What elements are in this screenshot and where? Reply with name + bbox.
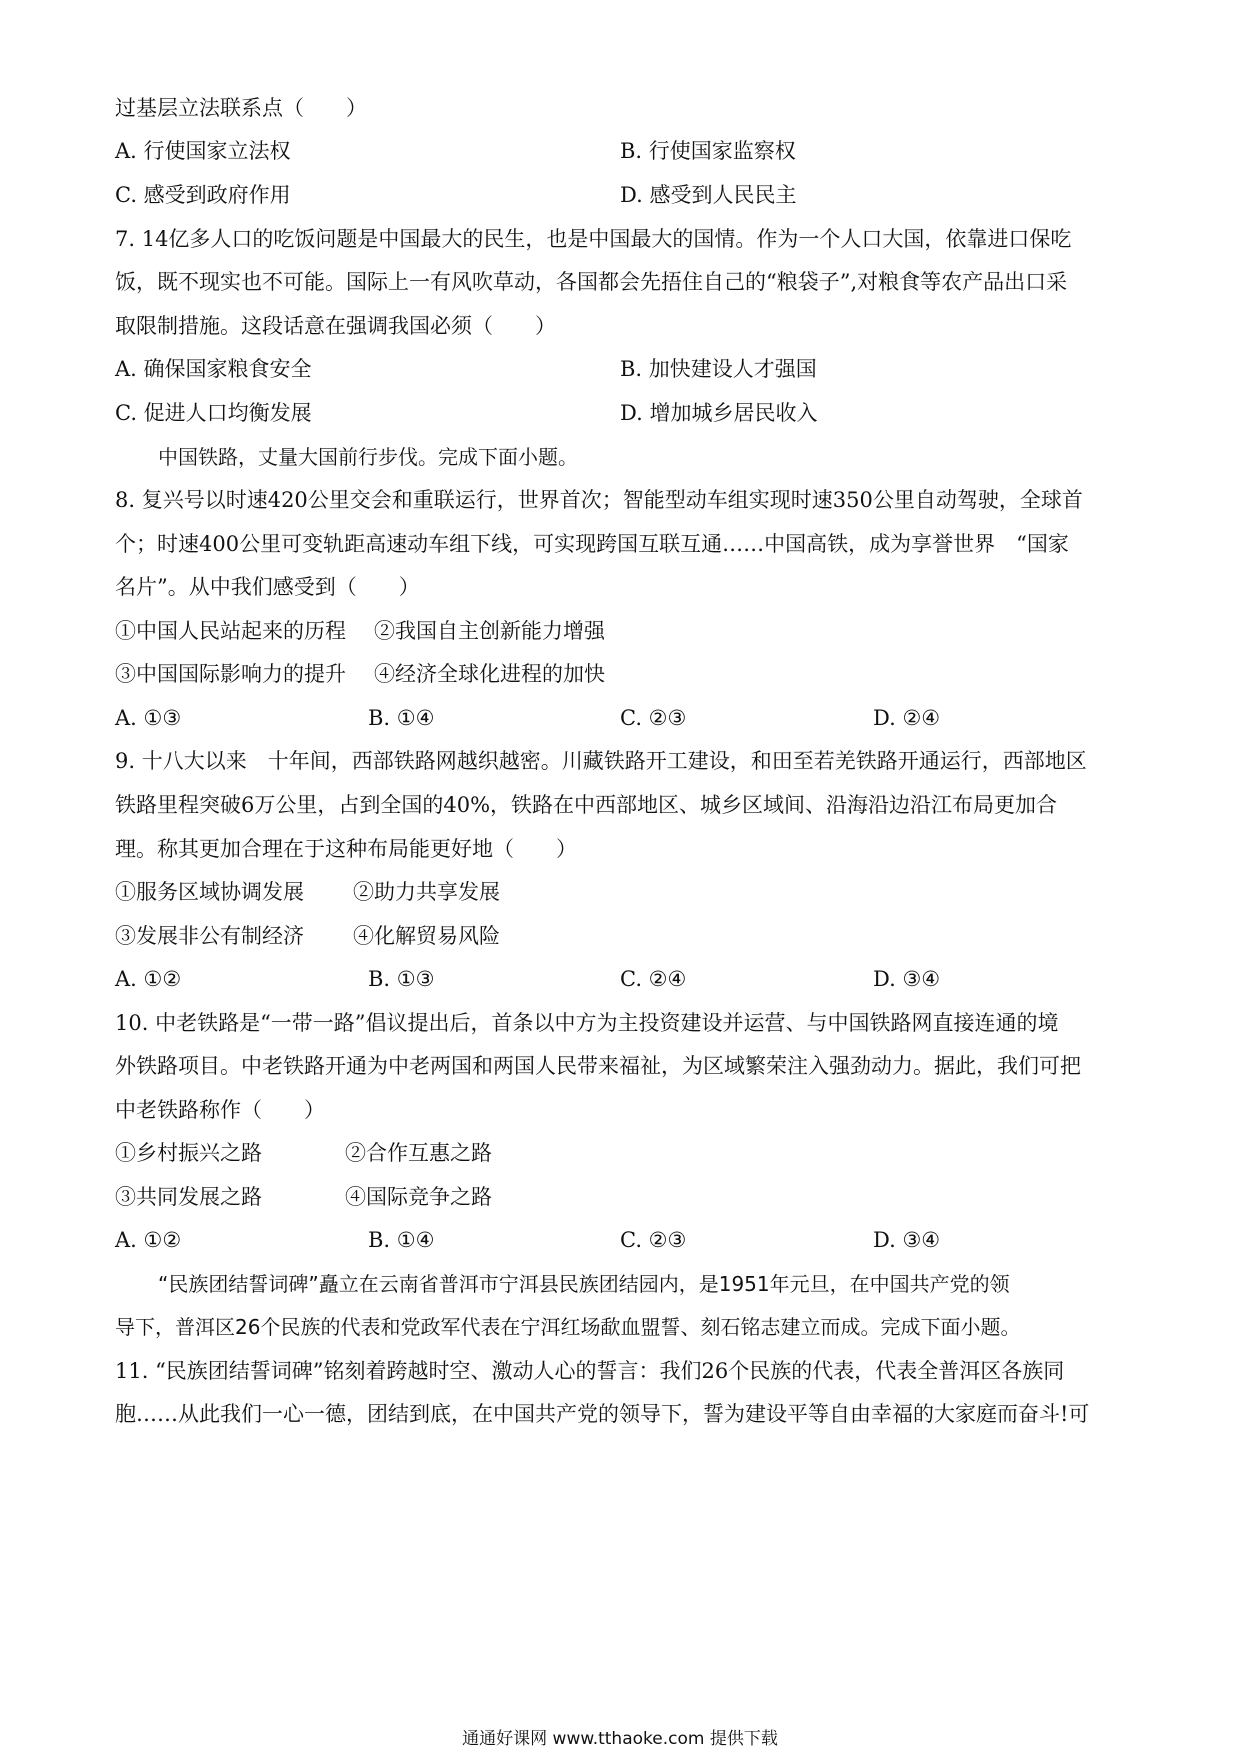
q6-option-a: A. 行使国家立法权 bbox=[115, 139, 291, 163]
q10-item-2: ②合作互惠之路 bbox=[345, 1141, 492, 1165]
q10-stem-line-2: 外铁路项目。中老铁路开通为中老两国和两国人民带来福祉，为区域繁荣注入强劲动力。据此，我们可把 bbox=[115, 1054, 1081, 1078]
q10-item-3: ③共同发展之路 bbox=[115, 1185, 262, 1209]
rail-intro: 中国铁路，丈量大国前行步伐。完成下面小题。 bbox=[158, 445, 578, 469]
stele-intro-line-1: “民族团结誓词碑”矗立在云南省普洱市宁洱县民族团结园内，是1951年元旦，在中国共产党的领 bbox=[158, 1272, 1010, 1296]
q8-stem-line-3: 名片”。从中我们感受到（ ） bbox=[115, 575, 420, 599]
q10-stem-line-1: 10. 中老铁路是“一带一路”倡议提出后，首条以中方为主投资建设并运营、与中国铁路网直接连通的境 bbox=[115, 1011, 1059, 1035]
q10-item-4: ④国际竞争之路 bbox=[345, 1185, 492, 1209]
stele-intro-line-2: 导下，普洱区26个民族的代表和党政军代表在宁洱红场歃血盟誓、刻石铭志建立而成。完成下面小题。 bbox=[115, 1315, 1021, 1339]
q9-option-d: D. ③④ bbox=[873, 967, 941, 991]
q8-item-4: ④经济全球化进程的加快 bbox=[374, 662, 605, 686]
q6-option-b: B. 行使国家监察权 bbox=[620, 139, 796, 163]
q7-stem-line-1: 7. 14亿多人口的吃饭问题是中国最大的民生，也是中国最大的国情。作为一个人口大国，依靠进口保吃 bbox=[115, 227, 1072, 251]
q10-option-d: D. ③④ bbox=[873, 1228, 941, 1252]
q9-item-3: ③发展非公有制经济 bbox=[115, 924, 304, 948]
q10-stem-line-3: 中老铁路称作（ ） bbox=[115, 1098, 325, 1122]
q8-stem-line-1: 8. 复兴号以时速420公里交会和重联运行，世界首次；智能型动车组实现时速350公里自动驾驶，全球首 bbox=[115, 488, 1083, 512]
q9-stem-line-2: 铁路里程突破6万公里，占到全国的40%，铁路在中西部地区、城乡区域间、沿海沿边沿江布局更加合 bbox=[115, 793, 1058, 817]
q6-option-d: D. 感受到人民民主 bbox=[620, 183, 797, 207]
q9-stem-line-1: 9. 十八大以来 十年间，西部铁路网越织越密。川藏铁路开工建设，和田至若羌铁路开通运行，西部地区 bbox=[115, 749, 1087, 773]
q8-item-1: ①中国人民站起来的历程 bbox=[115, 619, 346, 643]
q11-stem-line-2: 胞……从此我们一心一德，团结到底，在中国共产党的领导下，誓为建设平等自由幸福的大家庭而奋斗!可 bbox=[115, 1402, 1090, 1426]
q10-option-c: C. ②③ bbox=[620, 1228, 687, 1252]
q8-item-3: ③中国国际影响力的提升 bbox=[115, 662, 346, 686]
q9-option-c: C. ②④ bbox=[620, 967, 687, 991]
q8-option-a: A. ①③ bbox=[115, 706, 182, 730]
q10-option-b: B. ①④ bbox=[368, 1228, 435, 1252]
q6-option-c: C. 感受到政府作用 bbox=[115, 183, 291, 207]
q8-stem-line-2: 个；时速400公里可变轨距高速动车组下线，可实现跨国互联互通……中国高铁，成为享誉世界 “国家 bbox=[115, 532, 1069, 556]
page-footer[interactable]: 通通好课网 www.tthaoke.com 提供下载 bbox=[462, 1729, 778, 1749]
q8-option-c: C. ②③ bbox=[620, 706, 687, 730]
q9-item-1: ①服务区域协调发展 bbox=[115, 880, 304, 904]
q8-option-d: D. ②④ bbox=[873, 706, 941, 730]
q7-stem-line-3: 取限制措施。这段话意在强调我国必须（ ） bbox=[115, 314, 556, 338]
q9-item-4: ④化解贸易风险 bbox=[353, 924, 500, 948]
q6-stem-tail: 过基层立法联系点（ ） bbox=[115, 96, 367, 120]
q9-option-b: B. ①③ bbox=[368, 967, 435, 991]
q7-option-b: B. 加快建设人才强国 bbox=[620, 357, 817, 381]
q7-stem-line-2: 饭，既不现实也不可能。国际上一有风吹草动，各国都会先捂住自己的“粮袋子”,对粮食等农产品出口采 bbox=[115, 270, 1068, 294]
q8-option-b: B. ①④ bbox=[368, 706, 435, 730]
q10-option-a: A. ①② bbox=[115, 1228, 182, 1252]
q10-item-1: ①乡村振兴之路 bbox=[115, 1141, 262, 1165]
q7-option-d: D. 增加城乡居民收入 bbox=[620, 401, 818, 425]
q9-stem-line-3: 理。称其更加合理在于这种布局能更好地（ ） bbox=[115, 837, 577, 861]
q8-item-2: ②我国自主创新能力增强 bbox=[374, 619, 605, 643]
q9-item-2: ②助力共享发展 bbox=[353, 880, 500, 904]
q9-option-a: A. ①② bbox=[115, 967, 182, 991]
q7-option-a: A. 确保国家粮食安全 bbox=[115, 357, 312, 381]
q7-option-c: C. 促进人口均衡发展 bbox=[115, 401, 312, 425]
q11-stem-line-1: 11. “民族团结誓词碑”铭刻着跨越时空、激动人心的誓言：我们26个民族的代表，代表全普洱区各族同 bbox=[115, 1359, 1065, 1383]
